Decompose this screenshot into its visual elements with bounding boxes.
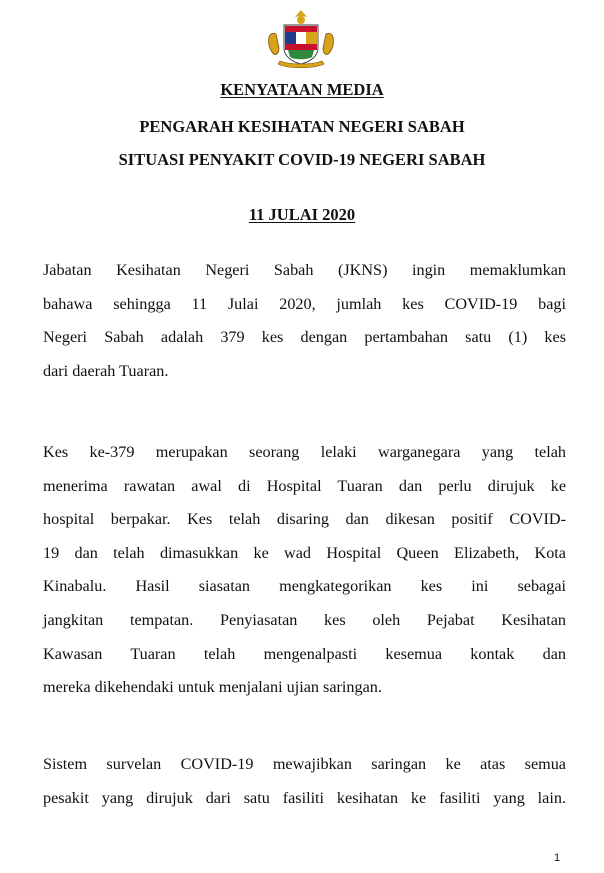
paragraph-line: bahawa sehingga 11 Julai 2020, jumlah kes COVID-19 bagi — [43, 294, 566, 313]
paragraph-line: Negeri Sabah adalah 379 kes dengan pertambahan satu (1) kes — [43, 328, 566, 347]
topic-heading: SITUASI PENYAKIT COVID-19 NEGERI SABAH — [118, 150, 486, 169]
statement-date: 11 JULAI 2020 — [248, 205, 356, 224]
paragraph-line: Kawasan Tuaran telah mengenalpasti kesemua kontak dan — [43, 644, 566, 663]
paragraph-line: menerima rawatan awal di Hospital Tuaran dan perlu dirujuk ke — [43, 476, 566, 495]
page-title: KENYATAAN MEDIA — [220, 80, 384, 99]
paragraph-line: Kinabalu. Hasil siasatan mengkategorikan kes ini sebagai — [43, 577, 566, 596]
page-number: 1 — [554, 852, 561, 864]
paragraph-line: Kes ke-379 merupakan seorang lelaki warganegara yang telah — [43, 443, 566, 461]
paragraph-line: dari daerah Tuaran. — [43, 361, 169, 380]
paragraph-line: hospital berpakar. Kes telah disaring dan dikesan positif COVID- — [43, 510, 566, 529]
paragraph-line: 19 dan telah dimasukkan ke wad Hospital Queen Elizabeth, Kota — [43, 543, 566, 562]
paragraph-line: mereka dikehendaki untuk menjalani ujian saringan. — [43, 678, 382, 697]
paragraph-line: jangkitan tempatan. Penyiasatan kes oleh Pejabat Kesihatan — [43, 610, 566, 629]
paragraph-line: pesakit yang dirujuk dari satu fasiliti kesihatan ke fasiliti yang lain. — [43, 788, 566, 807]
paragraph-line: Jabatan Kesihatan Negeri Sabah (JKNS) ingin memaklumkan — [43, 261, 566, 279]
page-subtitle: PENGARAH KESIHATAN NEGERI SABAH — [139, 117, 465, 136]
coat-of-arms-icon — [262, 8, 340, 70]
paragraph-surveillance — [43, 748, 566, 815]
paragraph-case-details — [43, 436, 566, 705]
paragraph-case-total — [43, 254, 566, 388]
paragraph-line: Sistem survelan COVID-19 mewajibkan saringan ke atas semua — [43, 755, 566, 773]
